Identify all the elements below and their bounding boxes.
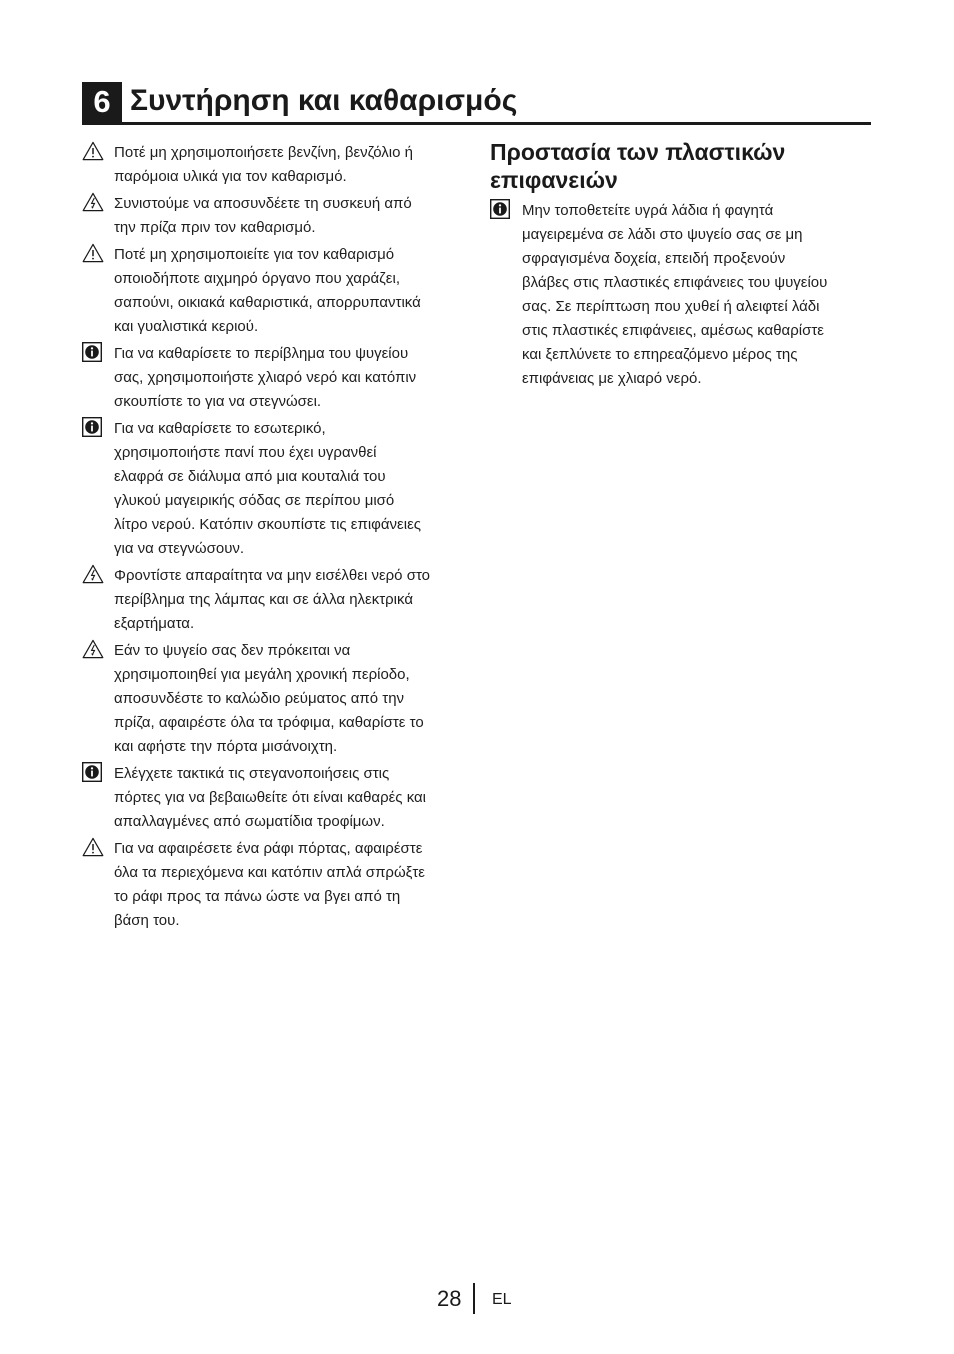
note-text (114, 342, 416, 414)
footer-divider (473, 1283, 475, 1314)
info-icon (82, 762, 114, 784)
note-text-line: Για να αφαιρέσετε ένα ράφι πόρτας, αφαιρέστε (114, 840, 423, 857)
note-text-line: την πρίζα πριν τον καθαρισμό. (114, 219, 316, 236)
note-item (82, 192, 476, 240)
chapter-number-badge: 6 (82, 82, 122, 122)
note-text-line: πρίζα, αφαιρέστε όλα τα τρόφιμα, καθαρίστε το (114, 714, 424, 731)
note-text (114, 417, 421, 561)
note-text-line: σφραγισμένα δοχεία, επειδή προξενούν (522, 250, 786, 267)
note-text-line: εξαρτήματα. (114, 615, 195, 632)
note-text-line: όλα τα περιεχόμενα και κατόπιν απλά σπρώξτε (114, 864, 425, 881)
note-item (490, 199, 871, 391)
chapter-title: Συντήρηση και καθαρισμός (130, 84, 518, 117)
info-icon (82, 417, 114, 439)
note-text-line: μαγειρεμένα σε λάδι στο ψυγείο σας σε μη (522, 226, 803, 243)
note-text-line: επιφάνειας με χλιαρό νερό. (522, 370, 702, 387)
electric-shock-warning-icon (82, 192, 114, 214)
electric-shock-warning-icon (82, 564, 114, 586)
note-text-line: βάση του. (114, 912, 180, 929)
note-text-line: παρόμοια υλικά για τον καθαρισμό. (114, 168, 347, 185)
section-heading: Προστασία των πλαστικών επιφανειών (490, 139, 786, 193)
note-text-line: Ελέγχετε τακτικά τις στεγανοποιήσεις στις (114, 765, 390, 782)
note-text (114, 564, 430, 636)
note-text-line: οποιοδήποτε αιχμηρό όργανο που χαράζει, (114, 270, 400, 287)
electric-shock-warning-icon (82, 639, 114, 661)
note-text-line: Για να καθαρίσετε το περίβλημα του ψυγείου (114, 345, 409, 362)
warning-icon (82, 837, 114, 859)
note-text (114, 639, 424, 759)
note-item (82, 243, 476, 339)
note-item (82, 639, 476, 759)
note-text-line: στις πλαστικές επιφάνειες, αμέσως καθαρίστε (522, 322, 824, 339)
note-text-line: Φροντίστε απαραίτητα να μην εισέλθει νερό στο (114, 567, 431, 584)
right-notes (490, 199, 871, 391)
note-text-line: αποσυνδέστε το καλώδιο ρεύματος από την (114, 690, 405, 707)
language-code: EL (492, 1291, 512, 1308)
note-text-line: περίβλημα της λάμπας και σε άλλα ηλεκτρικά (114, 591, 414, 608)
note-text-line: Εάν το ψυγείο σας δεν πρόκειται να (114, 642, 351, 659)
warning-icon (82, 141, 114, 163)
note-text-line: για να στεγνώσουν. (114, 540, 245, 557)
note-text-line: Ποτέ μη χρησιμοποιήσετε βενζίνη, βενζόλιο ή (114, 144, 413, 161)
note-text-line: λίτρο νερού. Κατόπιν σκουπίστε τις επιφάνειες (114, 516, 421, 533)
header-rule (82, 122, 871, 125)
note-text-line: Ποτέ μη χρησιμοποιείτε για τον καθαρισμό (114, 246, 395, 263)
note-text-line: γλυκού μαγειρικής σόδας σε περίπου μισό (114, 492, 395, 509)
note-text-line: χρησιμοποιηθεί για μεγάλη χρονική περίοδο, (114, 666, 410, 683)
info-icon (490, 199, 522, 221)
note-text-line: Για να καθαρίσετε το εσωτερικό, (114, 420, 326, 437)
note-text-line: βλάβες στις πλαστικές επιφάνειες του ψυγείου (522, 274, 828, 291)
note-text (114, 192, 412, 240)
note-item (82, 837, 476, 933)
note-text-line: Συνιστούμε να αποσυνδέετε τη συσκευή από (114, 195, 412, 212)
note-text-line: σκουπίστε το για να στεγνώσει. (114, 393, 322, 410)
info-icon (82, 342, 114, 364)
warning-icon (82, 243, 114, 265)
note-text (114, 837, 425, 933)
note-text-line: το ράφι προς τα πάνω ώστε να βγει από τη (114, 888, 401, 905)
note-text (522, 199, 827, 391)
note-text-line: σαπούνι, οικιακά καθαριστικά, απορρυπαντικά (114, 294, 421, 311)
note-text-line: και αφήστε την πόρτα μισάνοιχτη. (114, 738, 338, 755)
note-item (82, 564, 476, 636)
note-item (82, 417, 476, 561)
note-text-line: απαλλαγμένες από σωματίδια τροφίμων. (114, 813, 385, 830)
note-text (114, 762, 426, 834)
note-text (114, 243, 421, 339)
left-column (82, 141, 476, 936)
note-text-line: και γυαλιστικά κεριού. (114, 318, 259, 335)
note-text-line: ελαφρά σε διάλυμα από μια κουταλιά του (114, 468, 386, 485)
note-text-line: σας. Σε περίπτωση που χυθεί ή αλειφτεί λάδι (522, 298, 820, 315)
note-text-line: πόρτες για να βεβαιωθείτε ότι είναι καθαρές και (114, 789, 427, 806)
note-item (82, 762, 476, 834)
note-text-line: Μην τοποθετείτε υγρά λάδια ή φαγητά (522, 202, 774, 219)
note-text-line: σας, χρησιμοποιήστε χλιαρό νερό και κατόπιν (114, 369, 417, 386)
note-text (114, 141, 413, 189)
page-number: 28 (437, 1286, 462, 1311)
note-text-line: χρησιμοποιήστε πανί που έχει υγρανθεί (114, 444, 377, 461)
note-text-line: και ξεπλύνετε το επηρεαζόμενο μέρος της (522, 346, 798, 363)
note-item (82, 141, 476, 189)
right-column (490, 138, 871, 394)
note-item (82, 342, 476, 414)
